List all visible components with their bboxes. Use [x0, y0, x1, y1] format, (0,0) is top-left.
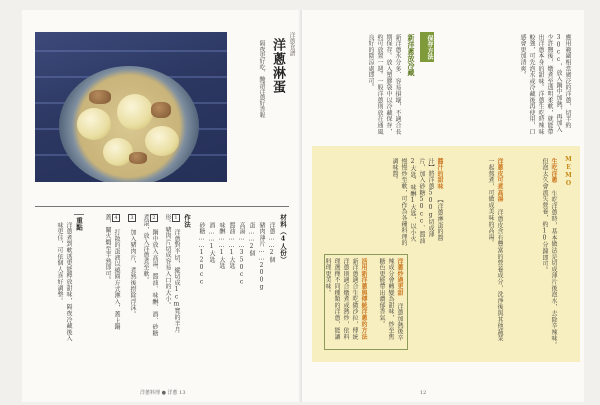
memo-heading: 生吃洋蔥: [550, 158, 557, 184]
page-number: 12: [420, 390, 427, 396]
step-text: 洋蔥對半切，縱切成1cm寬的半月形。豬肉片切成容易入口的大小。: [164, 214, 180, 334]
page-footer: [140, 389, 186, 396]
ingredient-item: 酒……1大匙: [208, 222, 215, 263]
subsection-heading: 活用新洋蔥與傳統洋蔥的方法: [360, 258, 367, 340]
method-step: [128, 214, 137, 342]
step-number-1: 1: [173, 215, 179, 222]
step-number-4: 4: [113, 215, 119, 222]
note-block: [74, 214, 84, 342]
ingredient-item: 砂糖……120cc: [198, 222, 205, 286]
ingredients-title: 材料（4人份）: [279, 214, 287, 264]
divider: [35, 206, 289, 207]
ingredient-item: 醬油……1大匙: [228, 222, 235, 270]
subsection-heading: 洋蔥炒過更甜: [396, 258, 403, 296]
note-title: 重點: [75, 217, 83, 231]
bowl: [59, 66, 199, 182]
subsection: [372, 258, 404, 346]
ingredient-item: 高湯……350cc: [238, 222, 245, 286]
left-page: [22, 10, 302, 402]
tip-title: 醬汁的甜味: [436, 158, 443, 190]
method-step: [141, 214, 159, 342]
tip-block: [391, 158, 444, 248]
subsection-text: 新洋蔥適合生吃做沙拉，傳統洋蔥則適合燉煮或熱炒，依料理選擇不同種類的洋蔥，能讓料理更美味。: [324, 258, 358, 340]
footer-text: 洋蔥料理 ● 洋蔥: [140, 390, 178, 396]
ingredient-item: 洋蔥……2個: [268, 222, 275, 263]
storage-text: 新洋蔥水分多、容易損壞，不適合長期保存。放入塑膠袋中以冷藏保存，約可放置一週。一般洋蔥則放在通風良好的陰涼處即可。: [367, 34, 401, 135]
tip-text: 【洋蔥淋蛋的醬汁】將洋蔥500g切成薄片，加入砂糖50cc、醬油2大匙、味醂1大匙，以小火慢慢炒至軟，可作為各種料理的調味醬。: [391, 158, 443, 247]
ingredient-item: 豬肉薄片……200g: [258, 222, 265, 291]
ingredient-item: 蛋……2個: [248, 222, 255, 257]
method-step: [103, 214, 121, 342]
title-block: [239, 32, 295, 202]
page-number: 13: [179, 390, 186, 396]
method-block: [182, 214, 192, 334]
intro-text: 應用範圍相當廣泛的洋蔥，切半約30cc，放入鍋中加熱，再加入少許鹽後，燉煮至透明柔軟，就能帶出洋蔥本身的甜味。洋蔥生吃時辣味較強，可先泡水或冷藏後再使用，口感會更加清爽。: [519, 34, 571, 135]
memo-label: MEMO: [565, 156, 572, 188]
memo-panel: [312, 146, 580, 362]
storage-badge: 保存方法: [420, 32, 434, 62]
note-text: 洋蔥煮到軟透更能釋放甜味，隔夜冷藏後入味更佳，可依個人喜好調整。: [56, 222, 72, 342]
page-title: 洋蔥淋蛋: [270, 38, 285, 94]
step-text: 鍋中放入高湯、醬油、味醂、酒、砂糖煮滾，放入洋蔥煮至軟。: [142, 214, 158, 337]
step-number-2: 2: [151, 215, 157, 222]
storage-title: 新洋蔥放冷藏: [407, 34, 416, 76]
memo-item: [454, 158, 504, 348]
chapter-tag: 洋蔥食譜: [288, 32, 295, 56]
ingredient-item: 味醂……1大匙: [218, 222, 225, 270]
memo-text: 生吃洋蔥時，基本做法是切成薄片後泡水，去除辛辣味。但泡太久會流失營養，約10分鐘即可。: [541, 158, 557, 349]
right-page: [302, 10, 584, 402]
memo-text: 洋蔥皮含有豐富的營養成分，洗淨後與其他蔬菜一起熬煮，可做成美味的高湯。: [487, 158, 503, 342]
ingredients-block: [278, 214, 288, 332]
step-number-3: 3: [129, 215, 135, 222]
dish-photo: [35, 32, 227, 182]
subsection-text: 洋蔥加熱後辛辣成分會轉變為甜味，炒至焦糖色更能帶出濃郁香氣。: [378, 258, 403, 341]
memo-heading: 洋蔥皮可煮高湯: [496, 158, 503, 203]
step-text: 加入豬肉片，煮熟後撈除浮沫。: [129, 229, 136, 318]
step-text: 打散的蛋液以繞圈方式淋入，蓋上鍋蓋，關火燜至半熟即可。: [104, 214, 120, 331]
page-subtitle: 隔夜更好吃、醃漬洋蔥好香喔: [258, 40, 265, 118]
subsection: [324, 258, 368, 346]
method-step: [163, 214, 181, 342]
memo-item: [508, 158, 558, 348]
method-title: 作法: [183, 214, 191, 228]
